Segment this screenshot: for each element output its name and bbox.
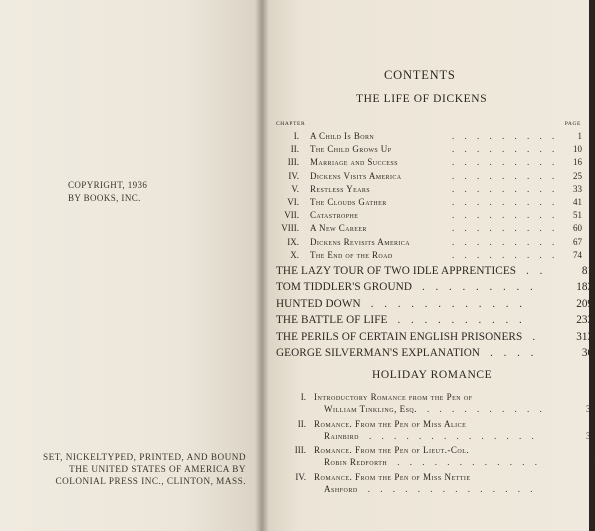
chapter-page: 41 — [573, 197, 582, 207]
imprint-line: COLONIAL PRESS INC., CLINTON, MASS. — [55, 476, 246, 486]
chapter-page: 25 — [573, 170, 582, 181]
chapter-column-label: CHAPTER — [276, 121, 306, 127]
dot-leader: . . . . . . . . . — [452, 236, 559, 247]
left-page — [0, 0, 262, 531]
chapter-page: 67 — [573, 236, 582, 247]
story-page: 81 — [581, 265, 593, 277]
part-page: 39 — [586, 404, 595, 414]
copyright-line: BY BOOKS, INC. — [68, 193, 141, 203]
story-title: THE PERILS OF CERTAIN ENGLISH PRISONERS — [276, 330, 523, 343]
right-page — [262, 0, 595, 531]
chapter-number: VI. — [287, 197, 299, 207]
dot-leader: . . . . . . . . . — [452, 210, 559, 221]
holiday-romance-title: HOLIDAY ROMANCE — [372, 369, 493, 381]
dot-leader: . . . . . . . . . — [452, 144, 559, 155]
part-title-line2: Ashford — [324, 483, 358, 494]
dot-leader: . . . . . . . . . . . . . . — [367, 483, 537, 494]
chapter-row — [262, 209, 589, 222]
story-page: 36 — [581, 347, 593, 359]
part-number: II. — [297, 418, 306, 429]
dot-leader: . . . . . . . . . — [452, 197, 559, 207]
dot-leader: . — [532, 330, 540, 343]
part-number: III. — [294, 445, 306, 455]
section-title: THE LIFE OF DICKENS — [356, 93, 488, 105]
chapter-row — [262, 222, 589, 235]
story-page: 209 — [576, 297, 593, 310]
part-title-line1: Introductory Romance from the Pen of — [314, 392, 473, 402]
chapter-number: IX. — [287, 236, 299, 247]
chapter-page: 10 — [573, 144, 582, 155]
story-title: THE LAZY TOUR OF TWO IDLE APPRENTICES — [276, 265, 517, 277]
chapter-title: Restless Years — [310, 183, 371, 194]
chapter-title: Catastrophe — [310, 210, 359, 221]
chapter-title: A New Career — [310, 223, 367, 234]
chapter-page: 1 — [577, 131, 582, 141]
part-page: 39 — [586, 430, 595, 441]
chapter-page: 51 — [573, 210, 582, 221]
chapter-row — [262, 143, 589, 156]
chapter-number: V. — [291, 183, 299, 194]
dot-leader: . . . . . . . . . . — [426, 404, 546, 414]
chapter-title: The End of the Road — [310, 249, 393, 260]
part-title-line2: William Tinkling, Esq. — [324, 404, 417, 414]
chapter-number: I. — [293, 131, 299, 141]
dot-leader: . . . . . . . . . — [452, 183, 559, 194]
story-title: THE BATTLE OF LIFE — [276, 314, 388, 327]
dot-leader: . . . . . . . . . — [422, 281, 537, 294]
holiday-romance-row — [262, 444, 595, 470]
story-row — [262, 296, 593, 312]
contents-heading: CONTENTS — [384, 68, 456, 82]
copyright-notice — [68, 179, 188, 205]
chapter-number: IV. — [288, 170, 299, 181]
chapter-number: VIII. — [281, 223, 299, 234]
holiday-romance-row — [262, 391, 595, 417]
chapter-row — [262, 196, 589, 209]
chapter-number: VII. — [284, 210, 299, 221]
holiday-romance-row — [262, 471, 595, 497]
chapter-row — [262, 236, 589, 249]
story-row — [262, 263, 593, 279]
dot-leader: . . . . . . . . . . . . — [370, 297, 526, 310]
chapter-row — [262, 170, 589, 183]
chapter-page: 16 — [573, 157, 582, 168]
dot-leader: . . . . — [490, 347, 538, 359]
chapter-page: 74 — [573, 249, 582, 260]
story-page: 183 — [576, 281, 593, 294]
dot-leader: . . . . . . . . . — [452, 131, 559, 141]
story-row — [262, 279, 593, 295]
chapter-page: 33 — [573, 183, 582, 194]
part-number: I. — [300, 392, 306, 402]
chapter-number: X. — [290, 249, 299, 260]
dot-leader: . . . . . . . . . . — [397, 314, 526, 327]
story-title: GEORGE SILVERMAN'S EXPLANATION — [276, 347, 481, 359]
printer-imprint — [0, 451, 246, 487]
chapter-row — [262, 249, 589, 262]
holiday-romance-row — [262, 418, 595, 444]
story-row — [262, 312, 593, 328]
story-row — [262, 345, 593, 361]
part-title-line2: Robin Redforth — [324, 457, 388, 467]
story-page: 233 — [576, 314, 593, 327]
dot-leader: . . . . . . . . . — [452, 249, 559, 260]
chapter-row — [262, 156, 589, 169]
book-gutter — [255, 0, 269, 531]
chapter-title: Marriage and Success — [310, 157, 398, 168]
copyright-line: COPYRIGHT, 1936 — [68, 180, 148, 190]
part-page: 4 — [590, 483, 595, 494]
chapter-title: A Child Is Born — [310, 131, 375, 141]
part-title-line1: Romance. From the Pen of Lieut.-Col. — [314, 445, 470, 455]
part-title-line1: Romance. From the Pen of Miss Nettie — [314, 471, 471, 482]
chapter-row — [262, 183, 589, 196]
part-title-line1: Romance. From the Pen of Miss Alice — [314, 418, 467, 429]
story-title: TOM TIDDLER'S GROUND — [276, 281, 412, 294]
dot-leader: . . . . . . . . . . . . — [397, 457, 541, 467]
dot-leader: . . . . . . . . . . . . . . — [369, 430, 538, 441]
story-page: 313 — [576, 330, 593, 343]
story-title: HUNTED DOWN — [276, 297, 361, 310]
dot-leader: . . . . . . . . . — [452, 223, 559, 234]
imprint-line: SET, NICKELTYPED, PRINTED, AND BOUND — [42, 452, 246, 462]
dot-leader: . . — [526, 265, 547, 277]
imprint-line: THE UNITED STATES OF AMERICA BY — [69, 464, 246, 474]
part-number: IV. — [295, 471, 306, 482]
part-title-line2: Rainbird — [324, 430, 360, 441]
page-column-label: PAGE — [564, 121, 581, 127]
chapter-title: Dickens Visits America — [310, 170, 402, 181]
dot-leader: . . . . . . . . . — [452, 170, 559, 181]
chapter-row — [262, 130, 589, 143]
chapter-title: The Clouds Gather — [310, 197, 387, 207]
dot-leader: . . . . . . . . . — [452, 157, 559, 168]
part-page: 4 — [590, 457, 595, 467]
chapter-title: Dickens Revisits America — [310, 236, 410, 247]
chapter-number: II. — [290, 144, 299, 155]
chapter-title: The Child Grows Up — [310, 144, 392, 155]
chapter-number: III. — [287, 157, 299, 168]
story-row — [262, 329, 593, 345]
chapter-page: 60 — [573, 223, 582, 234]
